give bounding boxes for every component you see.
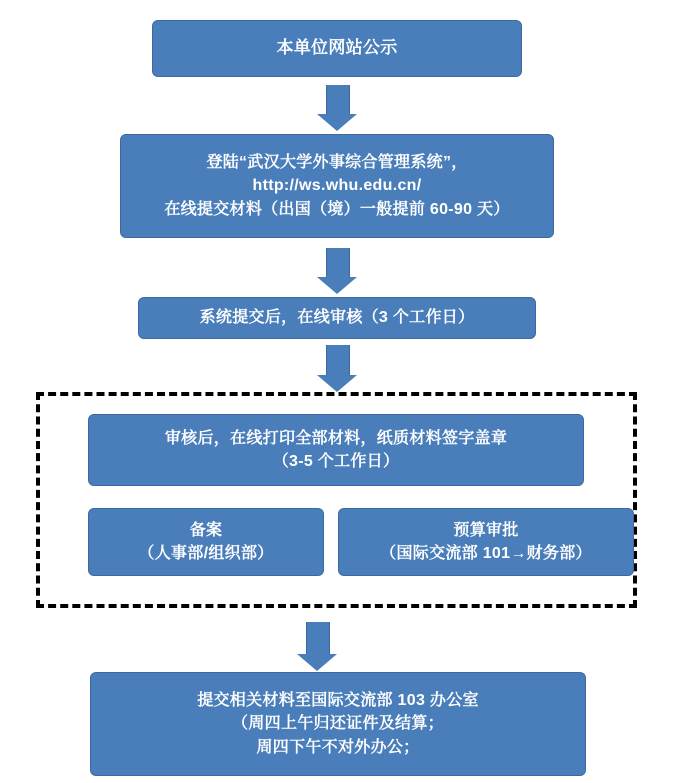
node-record-filing[interactable]	[88, 508, 324, 576]
node-submit-office[interactable]	[90, 672, 586, 776]
node-online-review[interactable]	[138, 297, 536, 339]
node-online-system[interactable]	[120, 134, 554, 238]
node-public-notice[interactable]	[152, 20, 522, 77]
node-submit-office-line-0: 提交相关材料至国际交流部 103 办公室	[197, 692, 479, 710]
node-budget-approval[interactable]	[338, 508, 634, 576]
node-print-materials[interactable]	[88, 414, 584, 486]
node-submit-office-line-2: 周四下午不对外办公；	[256, 738, 420, 756]
arrow-1	[317, 85, 357, 131]
node-online-review-line-0: 系统提交后，在线审核（3 个工作日）	[199, 309, 475, 327]
node-print-materials-line-1: （3-5 个工作日）	[272, 453, 400, 470]
node-print-materials-line-0: 审核后，在线打印全部材料，纸质材料签字盖章	[164, 429, 508, 447]
node-record-filing-line-0: 备案	[189, 521, 223, 539]
node-budget-approval-line-0: 预算审批	[453, 521, 519, 539]
node-submit-office-line-1: （周四上午归还证件及结算；	[232, 715, 444, 733]
node-public-notice-line-0: 本单位网站公示	[276, 38, 398, 58]
node-budget-approval-line-1: （国际交流部 101→财务部）	[380, 545, 592, 562]
arrow-2	[317, 248, 357, 294]
node-record-filing-line-1: （人事部/组织部）	[138, 545, 274, 562]
arrow-4	[297, 622, 337, 672]
node-online-system-line-1: http://ws.whu.edu.cn/	[252, 177, 422, 195]
arrow-3	[317, 345, 357, 393]
node-online-system-line-2: 在线提交材料（出国（境）一般提前 60-90 天）	[164, 200, 510, 218]
node-online-system-line-0: 登陆“武汉大学外事综合管理系统”，	[206, 154, 468, 172]
